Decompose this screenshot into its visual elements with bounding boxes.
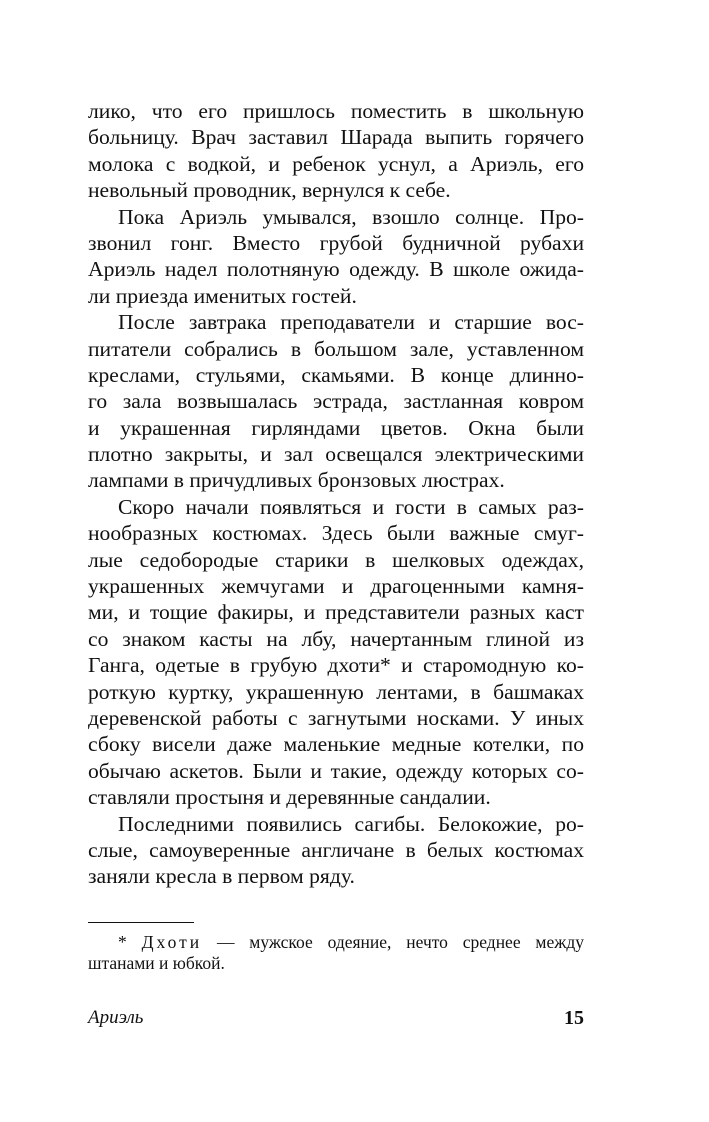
text-line: Ариэль надел полотняную одежду. В школе ожида-	[88, 257, 584, 282]
text-line: заняли кресла в первом ряду.	[88, 864, 355, 889]
footnote-divider	[88, 922, 194, 923]
text-line: Скоро начали появляться и гости в самых раз-	[118, 494, 584, 519]
footnote-marker: *	[118, 932, 142, 952]
text-line: со знаком касты на лбу, начертанным глиной из	[88, 626, 584, 651]
text-line: лампами в причудливых бронзовых люстрах.	[88, 468, 505, 493]
text-line: плотно закрыты, и зал освещался электрическими	[88, 442, 584, 467]
text-line: слые, самоуверенные англичане в белых костюмах	[88, 837, 584, 862]
page-footer	[88, 1005, 584, 1031]
text-line: роткую куртку, украшенную лентами, в башмаках	[88, 679, 584, 704]
text-line: креслами, стульями, скамьями. В конце длинно-	[88, 362, 584, 387]
text-line: невольный проводник, вернулся к себе.	[88, 178, 451, 203]
text-line: сбоку висели даже маленькие медные котелки, по	[88, 732, 584, 757]
text-line: Пока Ариэль умывался, взошло солнце. Про-	[118, 204, 584, 229]
footnote	[88, 932, 584, 974]
text-line: лые седобородые старики в шелковых одеждах,	[88, 547, 584, 572]
text-line: После завтрака преподаватели и старшие вос-	[118, 310, 584, 335]
text-line: го зала возвышалась эстрада, застланная ковром	[88, 389, 584, 414]
text-line: ли приезда именитых гостей.	[88, 283, 357, 308]
footnote-term: Дхоти	[141, 932, 203, 952]
footnote-line: штанами и юбкой.	[88, 953, 225, 973]
text-line: ставляли простыня и деревянные сандалии.	[88, 785, 491, 810]
text-line: обычаю аскетов. Были и такие, одежду которых со-	[88, 758, 584, 783]
text-line: звонил гонг. Вместо грубой будничной рубахи	[88, 230, 584, 255]
text-line: ми, и тощие факиры, и представители разных каст	[88, 600, 584, 625]
text-line: питатели собрались в большом зале, уставленном	[88, 336, 584, 361]
text-line: молока с водкой, и ребенок уснул, а Ариэль, его	[88, 151, 584, 176]
text-line: и украшенная гирляндами цветов. Окна были	[88, 415, 584, 440]
page-number: 15	[564, 1007, 584, 1029]
text-line: лико, что его пришлось поместить в школьную	[88, 99, 584, 123]
footnote-line	[88, 932, 584, 953]
text-line: Ганга, одетые в грубую дхоти* и старомодную ко-	[88, 653, 584, 678]
text-line: нообразных костюмах. Здесь были важные смуг-	[88, 521, 584, 546]
footnote-definition: — мужское одеяние, нечто среднее между	[202, 932, 584, 952]
text-line: деревенской работы с загнутыми носками. У иных	[88, 705, 584, 730]
running-head: Ариэль	[88, 1007, 144, 1028]
text-line: Последними появились сагибы. Белокожие, ро-	[118, 811, 584, 836]
text-line: больницу. Врач заставил Шарада выпить горячего	[88, 125, 584, 150]
main-text	[88, 98, 584, 890]
text-line: украшенных жемчугами и драгоценными камня-	[88, 574, 584, 599]
